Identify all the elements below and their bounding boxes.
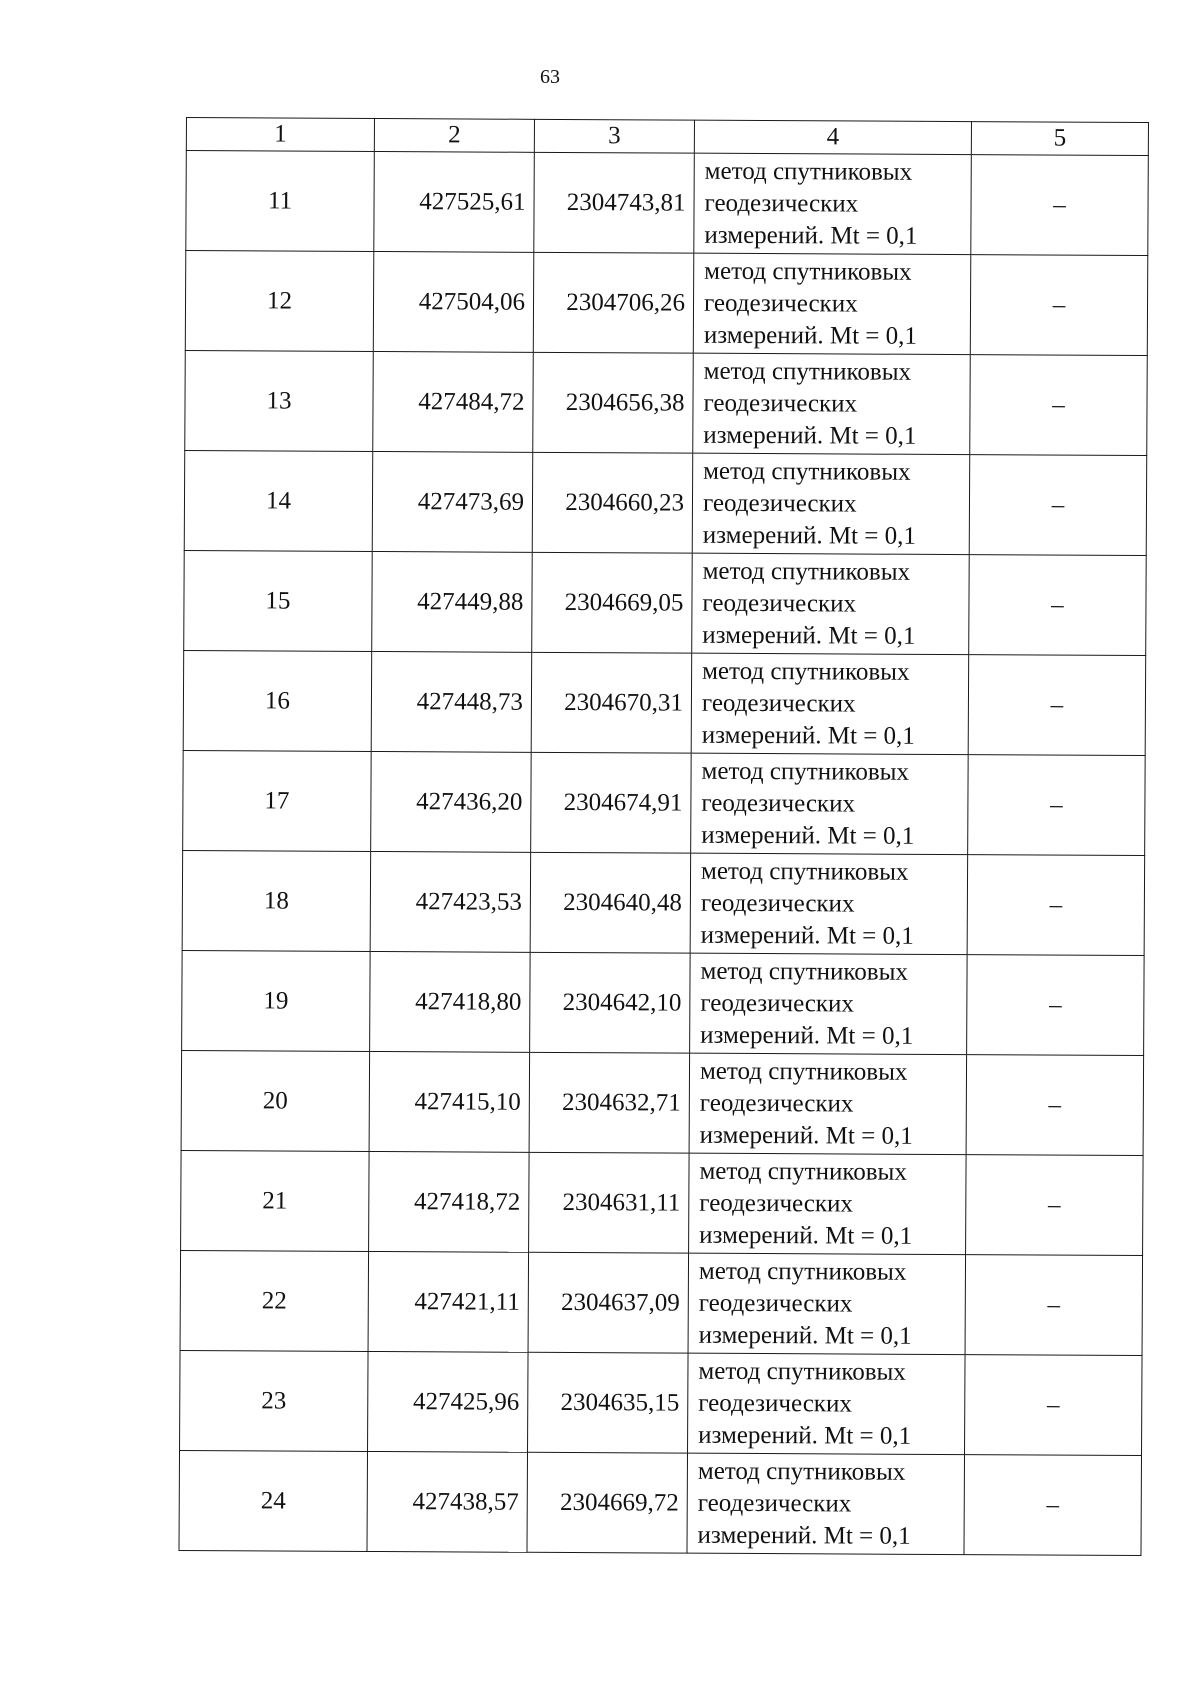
note-cell: – [968,655,1146,756]
table-row [182,850,1145,955]
note-cell: – [970,355,1148,456]
note-cell: – [966,1155,1144,1256]
x-coordinate-cell: 427436,20 [371,751,532,852]
table-row [183,750,1146,855]
note-cell: – [965,1355,1143,1456]
x-coordinate-cell: 427504,06 [373,251,534,352]
page-number: 63 [540,66,560,88]
table-row [180,1250,1143,1355]
table-row [184,550,1147,655]
method-cell: метод спутниковых геодезических измерений. Mt = 0,1 [691,753,969,854]
coordinates-table [178,117,1148,1556]
x-coordinate-cell: 427484,72 [373,351,534,452]
x-coordinate-cell: 427423,53 [370,851,531,952]
y-coordinate-cell: 2304637,09 [528,1252,689,1353]
y-coordinate-cell: 2304640,48 [530,852,691,953]
note-cell: – [964,1455,1142,1556]
column-header-2: 2 [374,118,534,152]
method-cell: метод спутниковых геодезических измерений. Mt = 0,1 [688,1253,966,1354]
x-coordinate-cell: 427449,88 [372,551,533,652]
y-coordinate-cell: 2304642,10 [530,952,691,1053]
x-coordinate-cell: 427473,69 [372,451,533,552]
x-coordinate-cell: 427418,72 [369,1151,530,1252]
point-number-cell: 19 [182,950,371,1051]
y-coordinate-cell: 2304743,81 [534,152,695,253]
point-number-cell: 20 [181,1050,370,1151]
method-cell: метод спутниковых геодезических измерений. Mt = 0,1 [689,1053,967,1154]
table-row [186,151,1149,256]
method-cell: метод спутниковых геодезических измерений. Mt = 0,1 [693,353,971,454]
note-cell: – [969,555,1147,656]
point-number-cell: 13 [185,350,374,451]
point-number-cell: 14 [184,450,373,551]
column-header-3: 3 [534,119,694,153]
note-cell: – [971,155,1149,256]
table-row [180,1350,1143,1455]
y-coordinate-cell: 2304706,26 [533,252,694,353]
y-coordinate-cell: 2304631,11 [529,1152,690,1253]
point-number-cell: 23 [180,1350,369,1451]
point-number-cell: 24 [179,1450,368,1551]
method-cell: метод спутниковых геодезических измерений. Mt = 0,1 [690,953,968,1054]
x-coordinate-cell: 427425,96 [368,1351,529,1452]
x-coordinate-cell: 427418,80 [370,951,531,1052]
y-coordinate-cell: 2304669,05 [532,552,693,653]
column-header-5: 5 [971,122,1148,156]
y-coordinate-cell: 2304674,91 [531,752,692,853]
column-header-1: 1 [186,118,374,152]
note-cell: – [965,1255,1143,1356]
table-row [181,1150,1144,1255]
y-coordinate-cell: 2304656,38 [533,352,694,453]
table-row [179,1450,1142,1555]
x-coordinate-cell: 427421,11 [368,1251,529,1352]
point-number-cell: 17 [183,750,372,851]
point-number-cell: 21 [181,1150,370,1251]
method-cell: метод спутниковых геодезических измерений. Mt = 0,1 [692,553,970,654]
point-number-cell: 15 [184,550,373,651]
method-cell: метод спутниковых геодезических измерений. Mt = 0,1 [688,1353,966,1454]
y-coordinate-cell: 2304670,31 [531,652,692,753]
y-coordinate-cell: 2304635,15 [528,1352,689,1453]
x-coordinate-cell: 427525,61 [374,151,535,252]
table-row [184,450,1147,555]
note-cell: – [968,755,1146,856]
x-coordinate-cell: 427438,57 [367,1451,528,1552]
point-number-cell: 22 [180,1250,369,1351]
method-cell: метод спутниковых геодезических измерений. Mt = 0,1 [691,653,969,754]
point-number-cell: 18 [182,850,371,951]
table-header-row [186,118,1148,156]
y-coordinate-cell: 2304660,23 [532,452,693,553]
method-cell: метод спутниковых геодезических измерений. Mt = 0,1 [694,153,972,254]
method-cell: метод спутниковых геодезических измерений. Mt = 0,1 [692,453,970,554]
point-number-cell: 12 [185,251,374,352]
table-row [185,251,1148,356]
table-row [183,650,1146,755]
point-number-cell: 16 [183,650,372,751]
note-cell: – [967,855,1145,956]
note-cell: – [970,255,1148,356]
method-cell: метод спутниковых геодезических измерений. Mt = 0,1 [687,1453,965,1554]
table-row [185,350,1148,455]
y-coordinate-cell: 2304632,71 [529,1052,690,1153]
y-coordinate-cell: 2304669,72 [527,1452,688,1553]
table-row [181,1050,1144,1155]
method-cell: метод спутниковых геодезических измерений. Mt = 0,1 [693,253,971,354]
column-header-4: 4 [694,120,971,154]
table-row [182,950,1145,1055]
method-cell: метод спутниковых геодезических измерений. Mt = 0,1 [689,1153,967,1254]
method-cell: метод спутниковых геодезических измерений. Mt = 0,1 [690,853,968,954]
point-number-cell: 11 [186,151,375,252]
x-coordinate-cell: 427415,10 [369,1051,530,1152]
table-body [179,151,1148,1556]
note-cell: – [969,455,1147,556]
x-coordinate-cell: 427448,73 [371,651,532,752]
note-cell: – [967,955,1145,1056]
note-cell: – [966,1055,1144,1156]
